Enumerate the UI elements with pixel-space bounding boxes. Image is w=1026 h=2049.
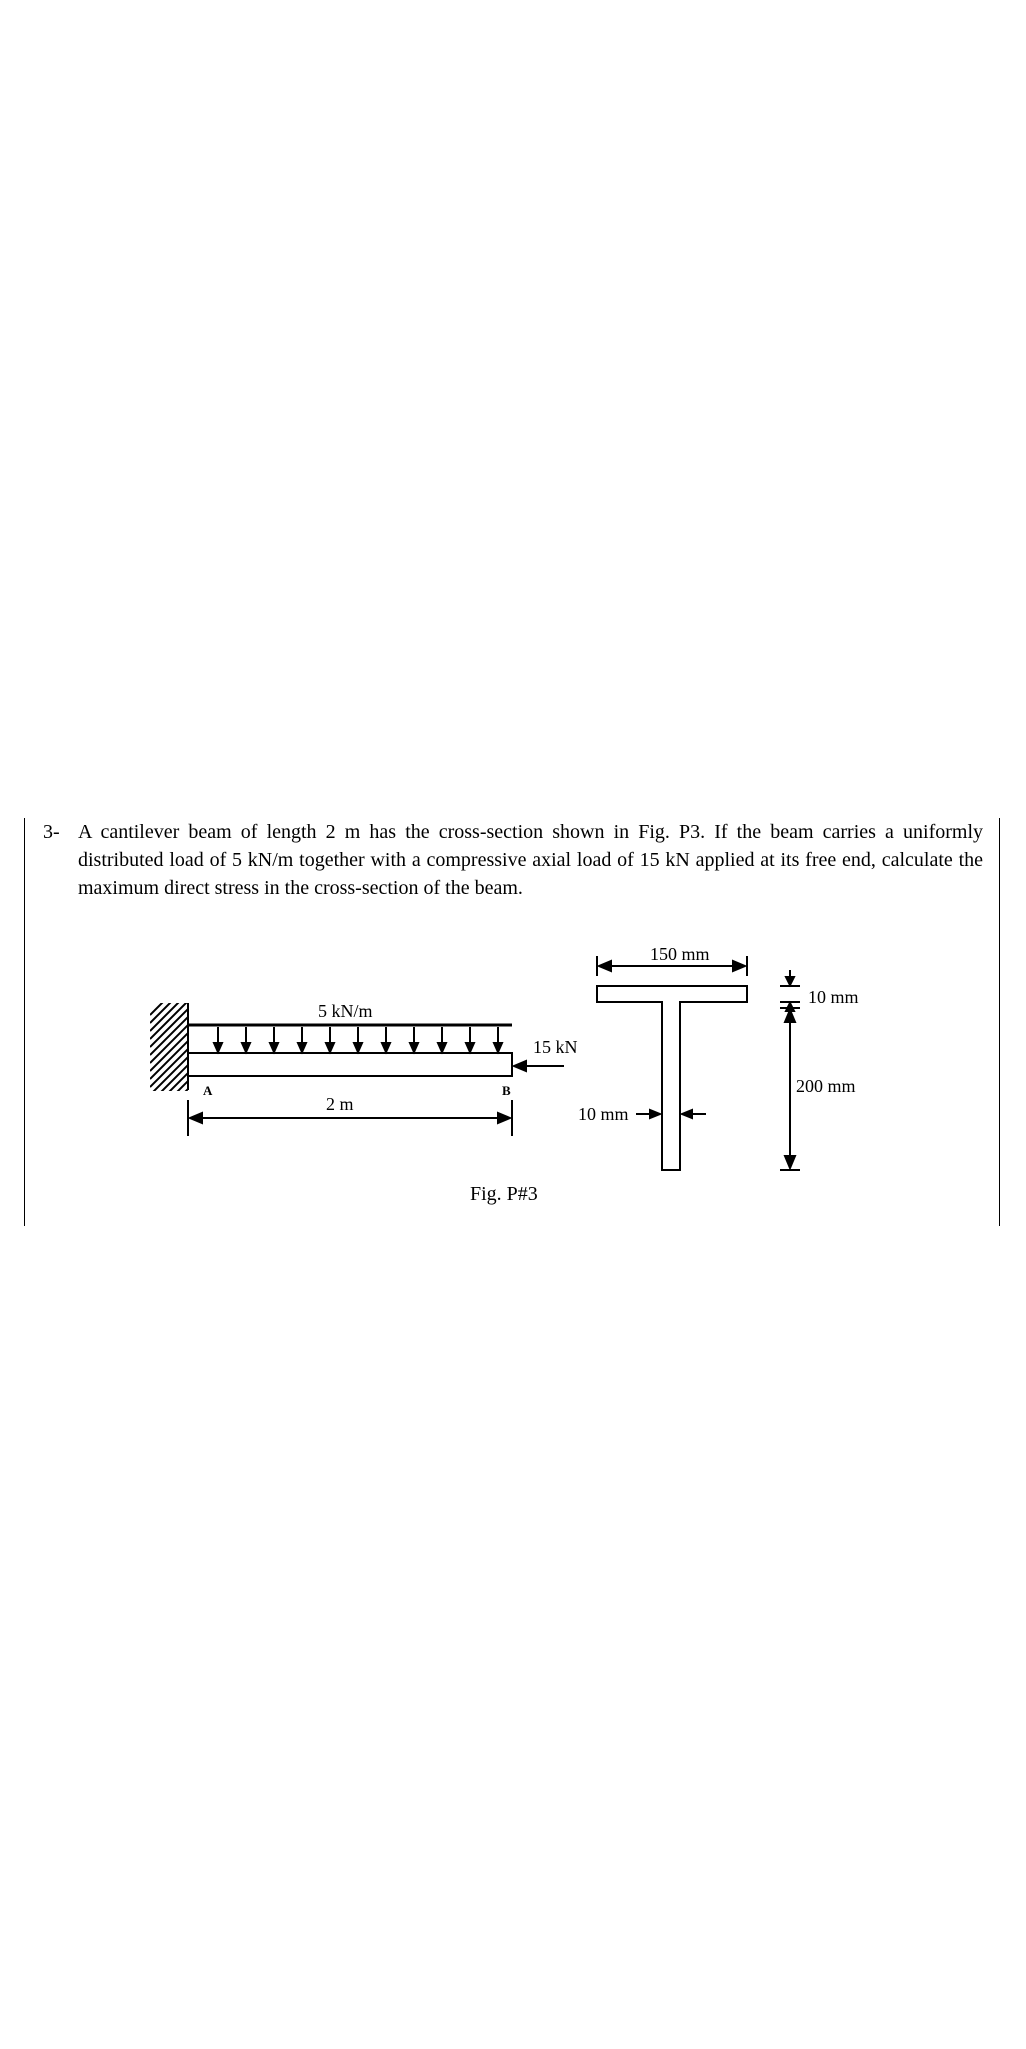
- depth-label: 200 mm: [796, 1076, 856, 1096]
- problem-text: A cantilever beam of length 2 m has the cross-section shown in Fig. P3. If the beam carries a uniformly distributed load of 5 kN/m together with a compressive axial load of 15 kN applied at its free end, calculate the maximum direct stress in the cross-section of the beam.: [78, 821, 983, 899]
- flange-thickness-dimension: [780, 970, 800, 1011]
- cantilever-beam: [188, 1025, 512, 1076]
- fixed-wall-support: [150, 975, 190, 1127]
- figure-caption: Fig. P#3: [470, 1183, 538, 1205]
- web-thickness-label: 10 mm: [578, 1104, 629, 1124]
- point-a-label: A: [203, 1083, 213, 1098]
- point-b-label: B: [502, 1083, 511, 1098]
- axial-load-arrow: [514, 1061, 564, 1071]
- length-label: 2 m: [326, 1094, 354, 1114]
- flange-width-label: 150 mm: [650, 944, 710, 964]
- udl-arrows: [214, 1027, 502, 1052]
- flange-thickness-label: 10 mm: [808, 987, 859, 1007]
- axial-load-label: 15 kN: [533, 1037, 578, 1057]
- udl-label: 5 kN/m: [318, 1001, 373, 1021]
- t-cross-section: [597, 986, 747, 1170]
- problem-number: 3-: [43, 821, 60, 843]
